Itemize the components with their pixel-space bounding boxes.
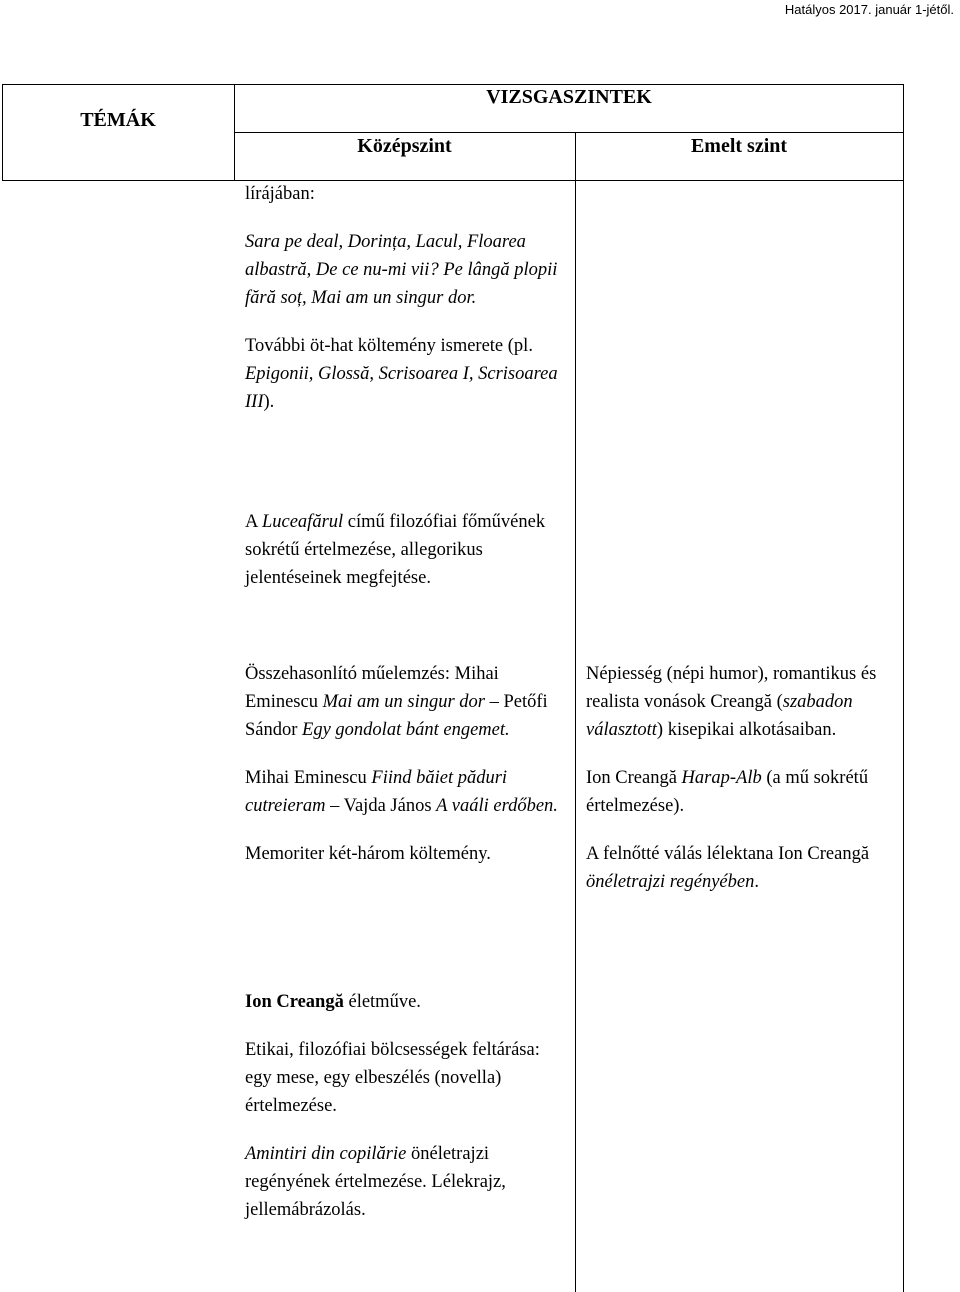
adv-creanga (586, 660, 898, 896)
col-header-adv-level: Emelt szint (690, 135, 788, 157)
col-header-exam-levels: VIZSGASZINTEK (486, 86, 652, 108)
topics-amintiri: Amintiri din copilărie önéletrajzi regényének értelmezése. Lélekrajz, jellemábrázolás. (245, 1144, 506, 1220)
topics-more-poems: További öt-hat költemény ismerete (pl. Epigonii, Glossă, Scrisoarea I, Scrisoarea III). (245, 336, 558, 412)
topics-poems-list: Sara pe deal, Dorința, Lacul, Floarea albastră, De ce nu-mi vii? Pe lângă plopii fără soț, Mai am un singur dor. (245, 232, 558, 308)
mid-comparison-2: Mihai Eminescu Fiind băiet păduri cutreieram – Vajda János A vaáli erdőben. (245, 768, 558, 816)
mid-comparison-1: Összehasonlító műelemzés: Mihai Eminescu Mai am un singur dor – Petőfi Sándor Egy gondolat bánt engemet. (245, 664, 548, 740)
effective-date-note: Hatályos 2017. január 1-jétől. (784, 2, 954, 17)
col-header-mid-level: Középszint (357, 135, 452, 157)
topics-creanga-heading: Ion Creangă életműve. (245, 992, 421, 1012)
mid-memoriter: Memoriter két-három költemény. (245, 844, 491, 864)
mid-comparisons (245, 660, 570, 868)
adv-felnotte-valas: A felnőtté válás lélektana Ion Creangă önéletrajzi regényében. (586, 844, 870, 892)
adv-harap-alb: Ion Creangă Harap-Alb (a mű sokrétű értelmezése). (586, 768, 869, 816)
col-header-topics: TÉMÁK (80, 109, 156, 131)
topics-luceafarul: A Luceafărul című filozófiai főművének sokrétű értelmezése, allegorikus jelentéseinek megfejtése. (245, 512, 546, 588)
topics-creanga-block (245, 988, 570, 1224)
topics-intro: lírájában: (245, 184, 315, 204)
topics-eminescu-block (245, 180, 570, 416)
adv-nepiesseg: Népiesség (népi humor), romantikus és realista vonások Creangă (szabadon választott) kisepikai alkotásaiban. (586, 664, 877, 740)
topics-ethics: Etikai, filozófiai bölcsességek feltárása: egy mese, egy elbeszélés (novella) értelmezése. (245, 1040, 540, 1116)
